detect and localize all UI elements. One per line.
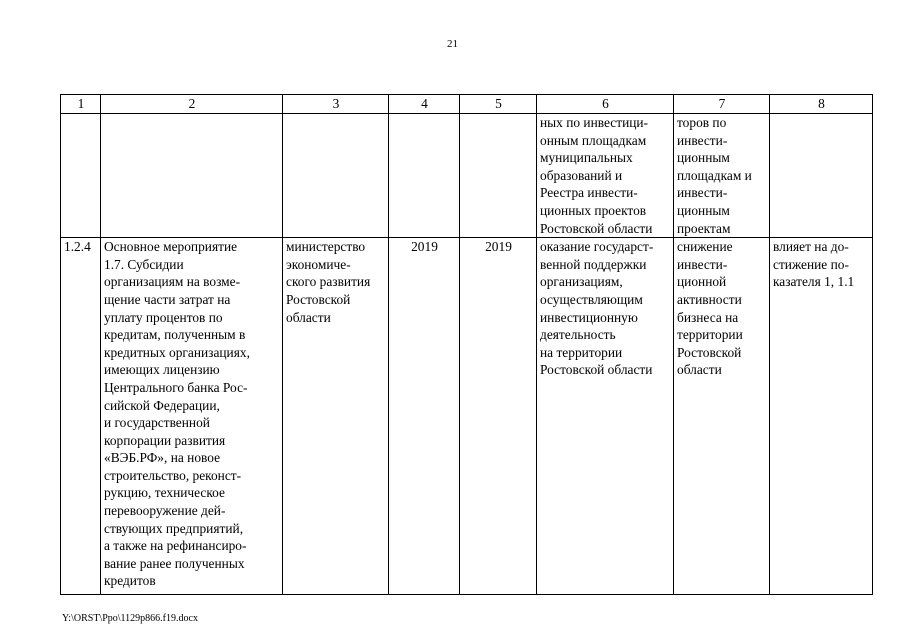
cell-end-year: 2019 [460,238,537,595]
text-line: уплату процентов по [104,309,223,325]
text-line: сийской Федерации, [104,397,220,413]
header-row [61,95,873,114]
text-line: торов по [677,115,727,130]
cell-activity [101,114,283,238]
text-line: ционным [677,150,730,166]
text-line: Ростовской [677,344,742,360]
header-cell-5: 5 [460,95,537,114]
header-cell-1: 1 [61,95,101,114]
text-line: площадкам и [677,167,752,183]
text-line: оказание государст- [540,239,654,255]
text-line: инвести- [677,185,728,201]
text-line: венной поддержки [540,256,647,272]
text-line: имеющих лицензию [104,362,220,378]
text-line: снижение [677,239,733,255]
cell-indicator-link [770,114,873,238]
text-line: строительство, реконст- [104,467,242,483]
text-line: деятельность [540,327,616,343]
text-line: Реестра инвести- [540,185,638,201]
text-line: щение части затрат на [104,291,231,307]
text-line: и государственной [104,415,210,431]
text-line: ского развития [286,274,371,290]
cell-consequences [674,114,770,238]
text-line: инвести- [677,256,728,272]
header-cell-4: 4 [389,95,460,114]
cell-consequences [674,238,770,595]
text-line: организациям на возме- [104,274,241,290]
text-line: кредитных организациях, [104,344,250,360]
text-line: бизнеса на [677,309,739,325]
text-line: проектам [677,220,731,236]
header-cell-8: 8 [770,95,873,114]
cell-executor [283,238,389,595]
text-line: инвестиционную [540,309,638,325]
text-line: а также на рефинансиро- [104,538,247,554]
text-line: 1.7. Субсидии [104,256,184,272]
page-number: 21 [447,38,458,50]
text-line: вание ранее полученных [104,555,245,571]
text-line: инвести- [677,132,728,148]
text-line: рукцию, техническое [104,485,225,501]
text-line: министерство [286,239,366,255]
header-cell-3: 3 [283,95,389,114]
cell-number: 1.2.4 [61,238,101,595]
text-line: Ростовской [286,291,351,307]
cell-activity [101,238,283,595]
text-line: перевооружение дей- [104,503,226,519]
text-line: Ростовской области [540,362,653,378]
text-line: экономиче- [286,256,351,272]
text-line: Основное мероприятие [104,239,238,255]
text-line: ционных проектов [540,202,647,218]
text-line: кредитов [104,573,156,589]
text-line: образований и [540,167,623,183]
header-cell-2: 2 [101,95,283,114]
text-line: ных по инвестици- [540,115,649,130]
text-line: «ВЭБ.РФ», на новое [104,450,221,466]
header-cell-7: 7 [674,95,770,114]
header-cell-6: 6 [537,95,674,114]
table-row [61,114,873,238]
text-line: казателя 1, 1.1 [773,274,855,290]
cell-expected-result [537,238,674,595]
cell-expected-result [537,114,674,238]
text-line: ционной [677,274,727,290]
text-line: Ростовской области [540,220,653,236]
text-line: осуществляющим [540,291,643,307]
text-line: области [286,309,331,325]
text-line: влияет на до- [773,239,849,255]
text-line: организациям, [540,274,623,290]
cell-executor [283,114,389,238]
table-row [61,238,873,595]
text-line: активности [677,291,742,307]
cell-indicator-link [770,238,873,595]
text-line: корпорации развития [104,432,226,448]
text-line: территории [677,327,743,343]
text-line: ционным [677,202,730,218]
cell-start-year: 2019 [389,238,460,595]
program-table [60,94,873,595]
cell-end-year [460,114,537,238]
text-line: стижение по- [773,256,849,272]
file-path-footer: Y:\ORST\Ppo\1129p866.f19.docx [62,613,198,624]
text-line: кредитам, полученным в [104,327,246,343]
cell-start-year [389,114,460,238]
text-line: онным площадкам [540,132,647,148]
text-line: области [677,362,722,378]
text-line: Центрального банка Рос- [104,379,248,395]
cell-number [61,114,101,238]
text-line: ствующих предприятий, [104,520,244,536]
text-line: на территории [540,344,623,360]
text-line: муниципальных [540,150,633,166]
